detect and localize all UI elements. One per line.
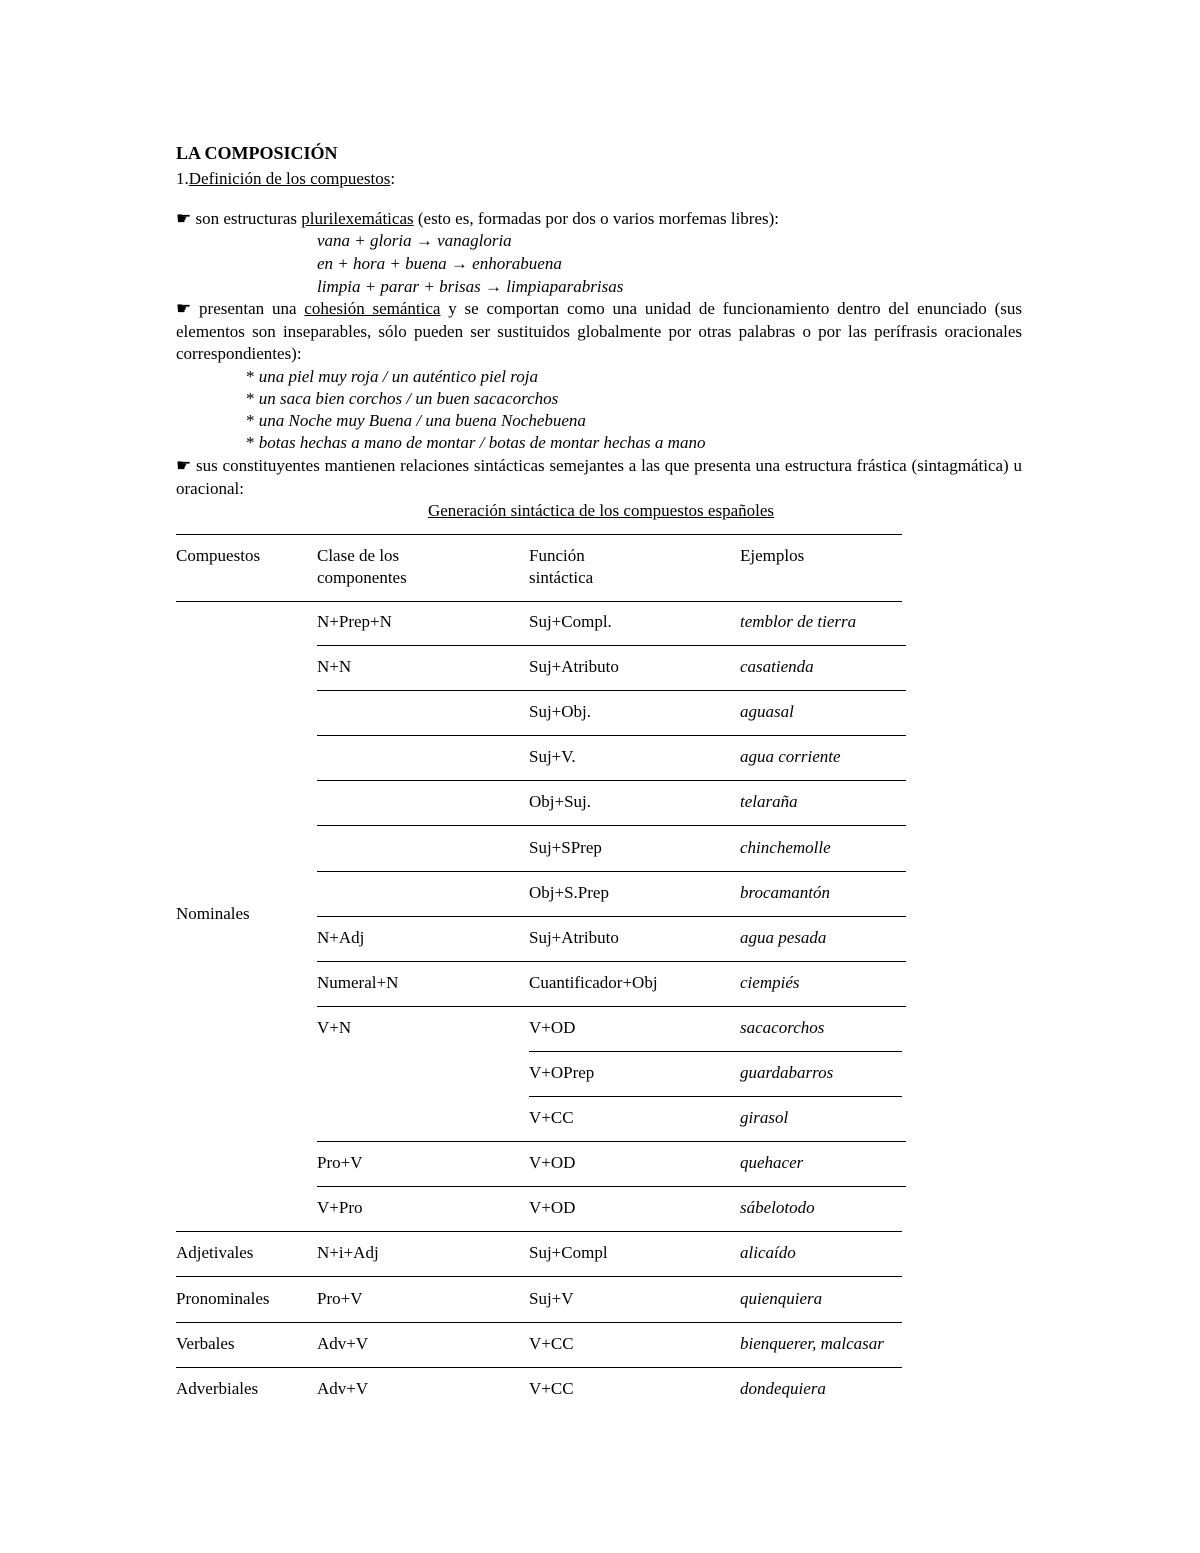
section-label: Definición de los compuestos [188,169,391,188]
cell-clase: N+N [317,657,352,677]
row-rule [317,961,906,962]
cell-ejemplo: ciempiés [740,972,800,992]
cell-ejemplo: chinchemolle [740,837,831,857]
cell-clase: Pro+V [317,1288,363,1308]
bullet-1-text-after: (esto es, formadas por dos o varios morfemas libres): [413,209,780,228]
row-rule [317,825,906,826]
cell-ejemplo: temblor de tierra [740,612,857,631]
bullet-2-text-after: y se comportan como una unidad de funcionamiento dentro del enunciado (sus elementos son inseparables, sólo pueden ser sustituidos globalmente por otras palabras o por las perífrasis oracionales correspondientes): [176,299,1022,364]
section-heading [176,168,395,190]
example-pair-text: un saca bien corchos / un buen sacacorchos [258,389,559,408]
example-pair-1 [246,366,538,388]
example-pair-3 [246,410,586,432]
cell-funcion: Suj+Compl [529,1243,608,1263]
cell-clase: Pro+V [317,1153,363,1173]
header-funcion-line-1: Función [529,546,585,565]
cell-funcion: V+OPrep [529,1063,595,1082]
example-pair-text: una piel muy roja / un auténtico piel roja [258,367,538,386]
bullet-1-text-before: son estructuras [191,209,302,228]
row-rule [317,1141,906,1142]
example-2: en + hora + buena → enhorabuena [317,254,562,273]
cell-ejemplo: girasol [740,1108,789,1128]
cell-funcion: V+OD [529,1153,576,1173]
cell-ejemplo: agua pesada [740,927,827,947]
header-funcion [529,545,593,589]
bullet-1-underlined-term: plurilexemáticas [301,209,414,228]
cell-ejemplo: guardabarros [740,1063,834,1082]
cell-ejemplo: sacacorchos [740,1017,825,1037]
cell-clase: Adv+V [317,1378,369,1398]
asterisk-mark: * [246,389,259,408]
header-compuestos: Compuestos [176,546,261,565]
cell-funcion: V+OD [529,1198,576,1218]
cell-clase: V+Pro [317,1198,363,1218]
row-rule [529,1096,902,1097]
table-caption: Generación sintáctica de los compuestos españoles [427,501,775,520]
example-3: limpia + parar + brisas → limpiaparabrisas [317,277,624,296]
bullet-3-text: sus constituyentes mantienen relaciones sintácticas semejantes a las que presenta una estructura frástica (sintagmática) u oracional: [176,456,1022,498]
cell-ejemplo: agua corriente [740,747,841,767]
header-funcion-line-2: sintáctica [529,568,594,587]
row-rule [176,1322,902,1323]
example-pair-2 [246,388,558,410]
header-ejemplos: Ejemplos [740,546,805,565]
cell-funcion: Suj+SPrep [529,837,602,857]
row-rule [176,1276,902,1277]
asterisk-mark: * [246,433,259,452]
row-rule [317,1186,906,1187]
cell-clase: N+Adj [317,927,365,947]
bullet-2-paragraph [176,298,1022,366]
bullet-2-underlined-term: cohesión semántica [304,299,441,318]
cell-clase: Numeral+N [317,972,399,992]
cell-funcion: Suj+V [529,1288,574,1308]
row-rule [317,690,906,691]
cell-ejemplo: bienquerer, malcasar [740,1333,884,1353]
cell-ejemplo: quienquiera [740,1288,823,1308]
page-title: LA COMPOSICIÓN [176,143,338,163]
cell-clase: Adv+V [317,1333,369,1353]
cell-funcion: Suj+Atributo [529,657,619,677]
bullet-1 [176,208,779,230]
cell-ejemplo: aguasal [740,702,794,722]
example-pair-text: botas hechas a mano de montar / botas de montar hechas a mano [258,433,706,452]
header-bottom-rule [176,601,902,602]
cell-funcion: Suj+Compl. [529,612,612,631]
header-clase-line-1: Clase de los [317,546,400,565]
cell-compuesto: Verbales [176,1333,235,1353]
cell-ejemplo: alicaído [740,1243,796,1263]
cell-funcion: V+CC [529,1333,574,1353]
row-rule [317,871,906,872]
section-number: 1. [176,169,189,188]
pointing-hand-icon: ☛ [176,299,192,318]
cell-funcion: V+CC [529,1378,574,1398]
cell-compuesto: Adjetivales [176,1243,254,1263]
cell-compuesto: Adverbiales [176,1378,259,1398]
asterisk-mark: * [246,367,259,386]
cell-funcion: Obj+S.Prep [529,882,609,902]
cell-funcion: Cuantificador+Obj [529,972,658,992]
bullet-3-paragraph [176,455,1022,500]
cell-funcion: Suj+Obj. [529,702,592,722]
section-colon: : [390,169,396,188]
row-rule [317,780,906,781]
cell-clase: V+N [317,1017,352,1037]
pointing-hand-icon: ☛ [176,456,192,475]
cell-ejemplo: sábelotodo [740,1198,815,1218]
cell-ejemplo: telaraña [740,792,798,812]
example-1: vana + gloria → vanagloria [317,231,512,250]
row-rule [317,1006,906,1007]
row-rule [529,1051,902,1052]
cell-ejemplo: quehacer [740,1153,804,1173]
asterisk-mark: * [246,411,259,430]
cell-ejemplo: dondequiera [740,1378,826,1398]
header-clase [317,545,407,589]
cell-ejemplo: casatienda [740,657,814,677]
cell-funcion: Suj+V. [529,747,576,767]
row-rule [176,1367,902,1368]
table-top-rule [176,534,902,535]
row-rule [317,645,906,646]
example-pair-4 [246,432,705,454]
example-pair-text: una Noche muy Buena / una buena Nochebuena [258,411,586,430]
cell-clase: N+i+Adj [317,1243,379,1263]
header-clase-line-2: componentes [317,568,407,587]
row-rule [317,735,906,736]
cell-funcion: V+OD [529,1017,576,1037]
row-rule [176,1231,902,1232]
cell-clase: N+Prep+N [317,612,392,631]
cell-funcion: Obj+Suj. [529,792,592,812]
bullet-2-text-before: presentan una [191,299,305,318]
cell-funcion: V+CC [529,1108,574,1128]
row-rule [317,916,906,917]
cell-ejemplo: brocamantón [740,882,831,902]
cell-funcion: Suj+Atributo [529,927,619,947]
cell-compuesto: Pronominales [176,1288,270,1308]
pointing-hand-icon: ☛ [176,209,192,228]
group-label-nominales: Nominales [176,904,250,923]
